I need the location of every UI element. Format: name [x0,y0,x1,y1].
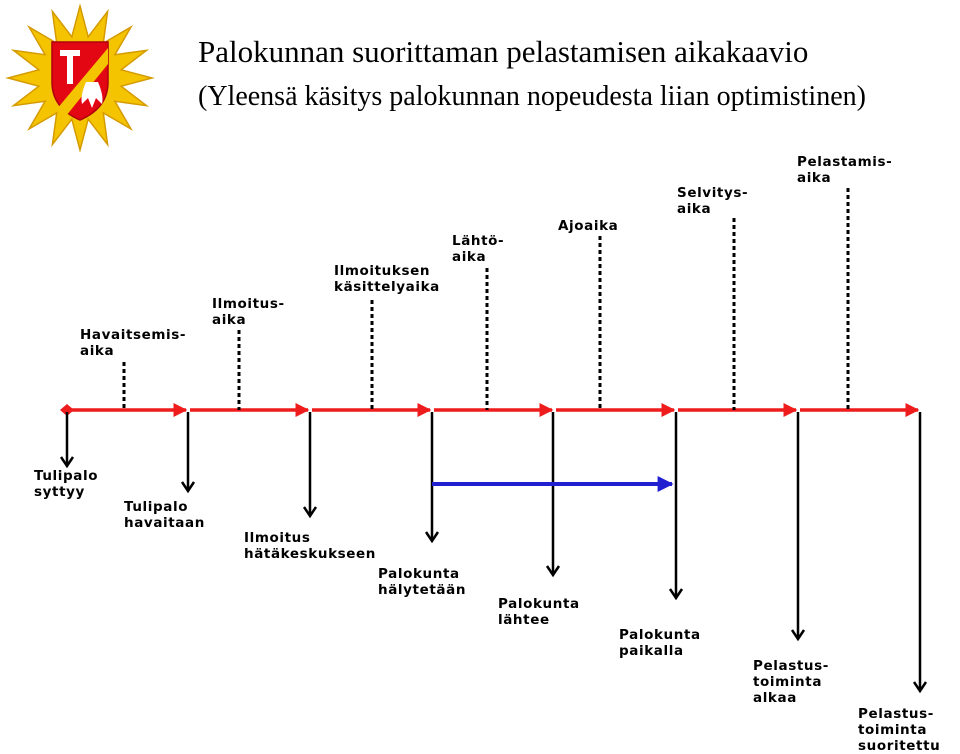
interval-label-ilmoitusaika: Ilmoitus- aika [212,296,285,328]
event-label-palokunta-halytetaan: Palokunta hälytetään [378,566,467,598]
event-arrows [61,412,926,691]
interval-label-ajoaika: Ajoaika [558,218,619,234]
interval-label-lahtoaika: Lähtö- aika [452,233,505,265]
interval-label-pelastamisaika: Pelastamis- aika [797,154,893,186]
event-label-ilmoitus-hatakeskukseen: Ilmoitus hätäkeskukseen [244,530,377,562]
event-label-tulipalo-havaitaan: Tulipalo havaitaan [124,499,205,531]
page-title: Palokunnan suorittaman pelastamisen aikakaavio [198,34,809,69]
event-label-palokunta-lahtee: Palokunta lähtee [498,596,580,628]
event-label-palokunta-paikalla: Palokunta paikalla [619,627,701,659]
event-label-tulipalo-syttyy: Tulipalo syttyy [34,468,99,500]
event-label-pelastustoiminta-suoritettu: Pelastus- toiminta suoritettu [858,706,941,754]
interval-label-havaitsemisaika: Havaitsemis- aika [80,327,187,359]
event-label-pelastustoiminta-alkaa: Pelastus- toiminta alkaa [753,658,829,706]
page-subtitle: (Yleensä käsitys palokunnan nopeudesta liian optimistinen) [198,81,866,112]
interval-label-kasittelyaika: Ilmoituksen käsittelyaika [334,263,440,295]
interval-label-selvitysaika: Selvitys- aika [677,185,749,217]
